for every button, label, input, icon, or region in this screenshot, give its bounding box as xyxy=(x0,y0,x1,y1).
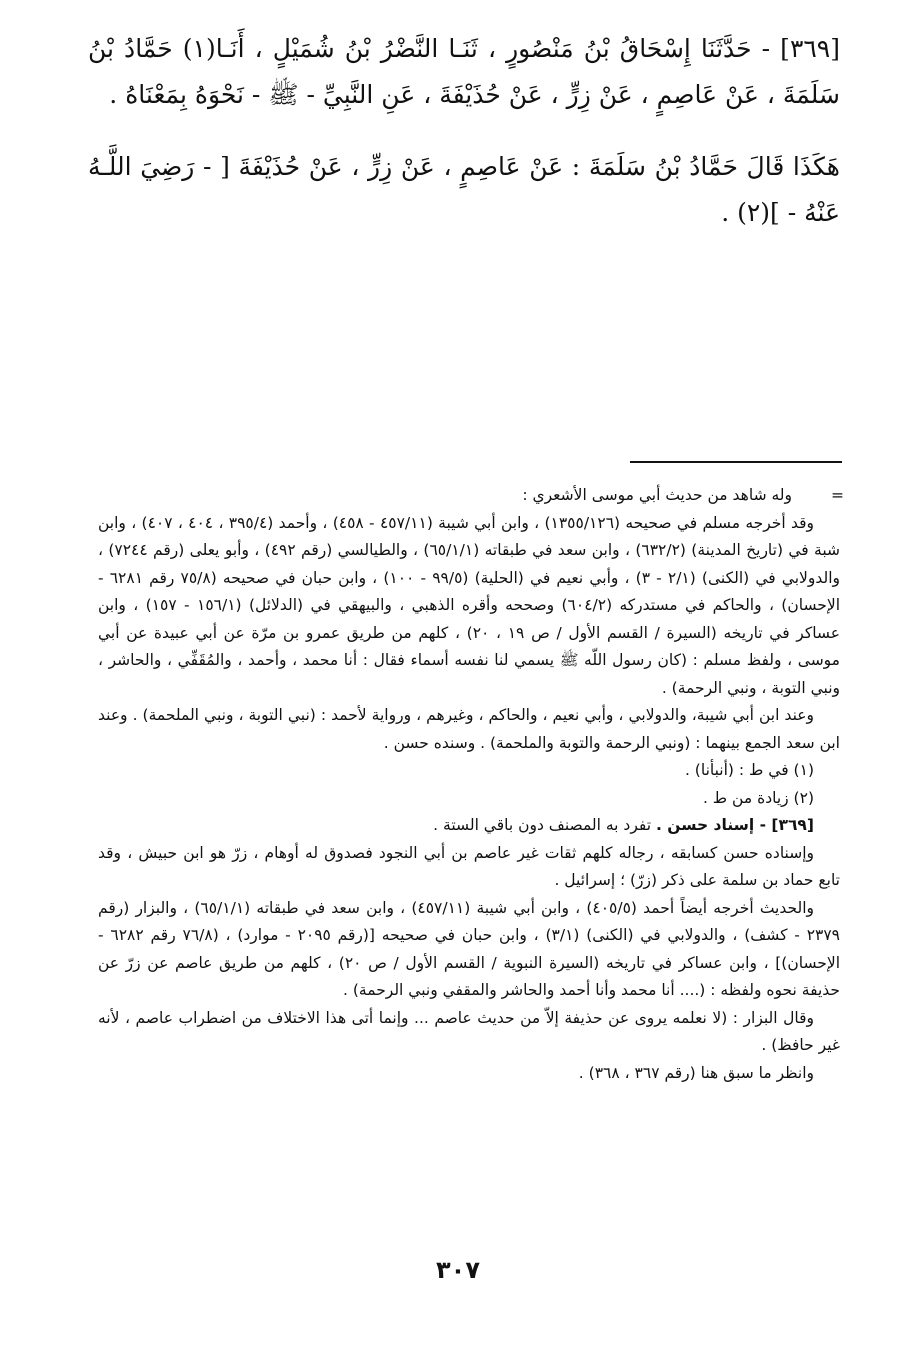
takhrij-label: [٣٦٩] - إسناد حسن . xyxy=(655,816,814,834)
hadith-369-text: [٣٦٩] - حَدَّثَنَا إِسْحَاقُ بْنُ مَنْصُورٍ ، ثَنَـا النَّضْرُ بْنُ شُمَيْلٍ ، أَنَـا(١) حَمَّادُ بْنُ سَلَمَةَ ، عَنْ عَاصِمٍ ، عَنْ زِرٍّ ، عَنْ حُذَيْفَةَ ، عَنِ النَّبِيِّ - ﷺ - نَحْوَهُ بِمَعْنَاهُ . xyxy=(88,34,841,109)
continuation-intro-text: وله شاهد من حديث أبي موسى الأشعري : xyxy=(522,486,792,504)
footnote-separator xyxy=(630,461,842,463)
footnote-2: (٢) زيادة من ط . xyxy=(702,788,814,807)
takhrij-heading xyxy=(98,812,840,840)
takhrij-see-also: وانظر ما سبق هنا (رقم ٣٦٧ ، ٣٦٨) . xyxy=(578,1063,814,1082)
footnote-continuation-body: وقد أخرجه مسلم في صحيحه (١٣٥٥/١٢٦) ، وابن أبي شيبة (٤٥٧/١١ - ٤٥٨) ، وأحمد (٣٩٥/٤ ، ٤٠٤ ، ٤٠٧) ، وابن شبة في (تاريخ المدينة) (٦٣٢/٢) ، وابن سعد في طبقاته (٦٥/١/١) ، والطيالسي (رقم ٤٩٢) ، وأبو يعلى (رقم ٧٢٤٤) ، والدولابي في (الكنى) (٢/١ - ٣) ، وأبي نعيم في (الحلية) (٩٩/٥ - ١٠٠) ، وابن حبان في صحيحه (٧٥/٨ رقم ٦٢٨١ - الإحسان) ، والحاكم في مستدركه (٦٠٤/٢) وصححه وأقره الذهبي ، والبيهقي في (الدلائل) (١٥٦/١ - ١٥٧) ، وابن عساكر في تاريخه (السيرة / القسم الأول / ص ١٩ ، ٢٠) ، كلهم من طريق عمرو بن مرّة عن أبي عبيدة عن أبي موسى ، ولفظ مسلم : (كان رسول اللّه ﷺ يسمي لنا نفسه أسماء فقال : أنا محمد ، وأحمد ، والمُقَفِّي ، والحاشر ، ونبي التوبة ، ونبي الرحمة) . xyxy=(98,513,841,697)
page-number: ٣٠٧ xyxy=(436,1256,480,1284)
takhrij-bazzar: وقال البزار : (لا نعلمه يروى عن حذيفة إلاّ من حديث عاصم ... وإنما أتى هذا الاختلاف من اضطراب عاصم ، لأنه غير حافظ) . xyxy=(98,1008,840,1054)
continuation-mark: = xyxy=(831,486,844,504)
footnote-continuation-body-2: وعند ابن أبي شيبة، والدولابي ، وأبي نعيم ، والحاكم ، وغيرهم ، ورواية لأحمد : (نبي التوبة ، ونبي الملحمة) . وعند ابن سعد الجمع بينهما : (ونبي الرحمة والتوبة والملحمة) . وسنده حسن . xyxy=(98,706,840,752)
takhrij-isnad: وإسناده حسن كسابقه ، رجاله كلهم ثقات غير عاصم بن أبي النجود فصدوق له أوهام ، زرّ هو ابن حبيش ، وقد تابع حماد بن سلمة على ذكر (زرّ) ؛ إسرائيل . xyxy=(98,843,840,889)
footnote-1: (١) في ط : (أنبأنا) . xyxy=(684,761,814,779)
takhrij-rest: تفرد به المصنف دون باقي الستة . xyxy=(433,816,656,834)
main-text xyxy=(88,26,840,236)
footnote-continuation-intro xyxy=(98,482,844,510)
hadith-369-comment: هَكَذَا قَالَ حَمَّادُ بْنُ سَلَمَةَ : عَنْ عَاصِمٍ ، عَنْ زِرٍّ ، عَنْ حُذَيْفَةَ [ - رَضِيَ اللَّـهُ عَنْهُ - ](٢) . xyxy=(88,152,840,227)
takhrij-hadith: والحديث أخرجه أيضاً أحمد (٤٠٥/٥) ، وابن أبي شيبة (٤٥٧/١١) ، وابن سعد في طبقاته (٦٥/١/١) ، والبزار (رقم ٢٣٧٩ - كشف) ، والدولابي في (الكنى) (٣/١) ، وابن حبان في صحيحه [(رقم ٢٠٩٥ - موارد) ، (٧٦/٨ رقم ٦٢٨٢ - الإحسان)] ، وابن عساكر في تاريخه (السيرة النبوية / القسم الأول / ص ٢٠) ، كلهم من طريق عاصم عن زرّ عن حذيفة نحوه ولفظه : (.... أنا محمد وأنا أحمد والحاشر والمقفي ونبي الرحمة) . xyxy=(98,898,841,999)
footnotes xyxy=(98,482,844,1087)
